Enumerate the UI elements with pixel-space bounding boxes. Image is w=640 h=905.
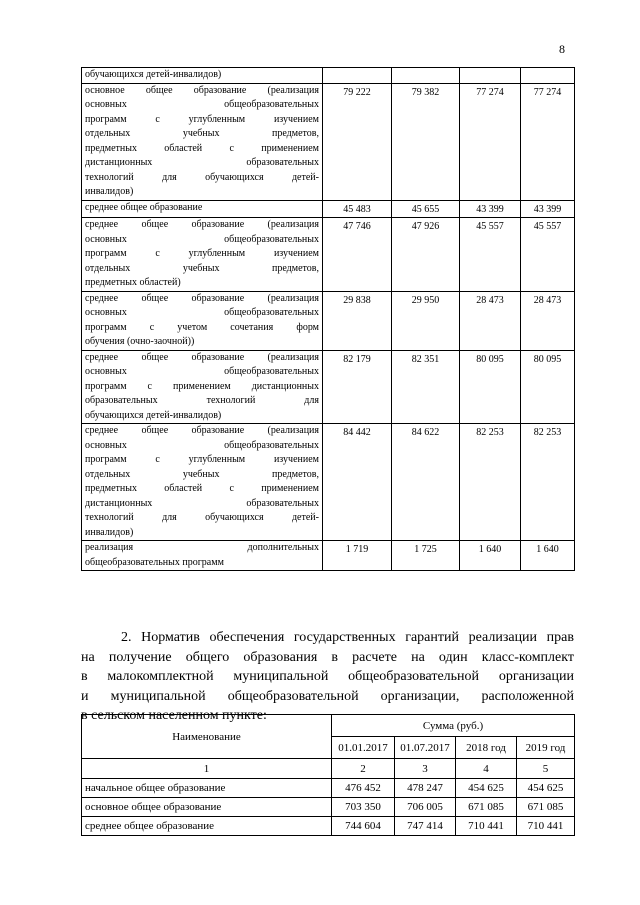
- row-name-cell: [82, 541, 323, 571]
- row-name-line: предметных областей с применением: [85, 483, 319, 494]
- value-cell: 454 625: [517, 779, 575, 798]
- value-cell: 43 399: [460, 200, 521, 218]
- column-number-cell: 4: [456, 759, 517, 779]
- row-name-cell: [82, 291, 323, 350]
- value-cell: 77 274: [521, 83, 575, 200]
- value-cell: 454 625: [456, 779, 517, 798]
- value-cell: 45 655: [392, 200, 460, 218]
- header-sum-cell: Сумма (руб.): [332, 715, 575, 737]
- table-row: [82, 817, 575, 836]
- value-cell: 47 926: [392, 218, 460, 292]
- row-name-line: дистанционных образовательных: [85, 497, 319, 509]
- row-name-line: программ с применением дистанционных: [85, 380, 319, 392]
- value-cell: 671 085: [517, 798, 575, 817]
- row-name-line: отдельных учебных предметов,: [85, 128, 319, 139]
- table-row: [82, 798, 575, 817]
- value-cell: 1 640: [460, 541, 521, 571]
- row-name-cell: начальное общее образование: [82, 779, 332, 798]
- row-name-line: обучающихся детей-инвалидов): [85, 409, 222, 421]
- column-number-cell: 2: [332, 759, 395, 779]
- table-row: [82, 218, 575, 292]
- value-cell: 1 725: [392, 541, 460, 571]
- row-name-cell: [82, 200, 323, 218]
- row-name-line: программ с учетом сочетания форм: [85, 321, 319, 333]
- table-row: [82, 200, 575, 218]
- row-name-line: программ с углубленным изучением: [85, 248, 319, 259]
- row-name-line: отдельных учебных предметов,: [85, 262, 319, 274]
- row-name-cell: [82, 68, 323, 84]
- row-name-line: основных общеобразовательных: [85, 233, 319, 245]
- row-name-line: обучения (очно-заочной)): [85, 336, 195, 347]
- value-cell: 79 382: [392, 83, 460, 200]
- row-name-line: среднее общее образование: [85, 201, 203, 213]
- value-cell: 710 441: [517, 817, 575, 836]
- row-name-line: программ с углубленным изучением: [85, 454, 319, 465]
- row-name-line: основных общеобразовательных: [85, 439, 319, 451]
- table-row: [82, 779, 575, 798]
- value-cell: 77 274: [460, 83, 521, 200]
- value-cell: 703 350: [332, 798, 395, 817]
- row-name-cell: [82, 83, 323, 200]
- column-number-cell: 3: [395, 759, 456, 779]
- value-cell: 476 452: [332, 779, 395, 798]
- value-cell: [323, 68, 392, 84]
- row-name-line: среднее общее образование (реализация: [85, 292, 319, 304]
- value-cell: 671 085: [456, 798, 517, 817]
- value-cell: [460, 68, 521, 84]
- row-name-line: реализация дополнительных: [85, 542, 319, 553]
- table-row: [82, 350, 575, 424]
- paragraph-line: на получение общего образования в расчете на один класс-комплект: [81, 649, 574, 665]
- paragraph-line: в малокомплектной муниципальной общеобразовательной организации: [81, 669, 574, 684]
- row-name-line: среднее общее образование (реализация: [85, 219, 319, 230]
- row-name-line: инвалидов): [85, 186, 134, 197]
- row-name-cell: основное общее образование: [82, 798, 332, 817]
- header-name-cell: Наименование: [82, 715, 332, 759]
- paragraph-line: в сельском населенном пункте:: [81, 708, 267, 723]
- normative-table-continued: [81, 67, 575, 571]
- table-row: [82, 291, 575, 350]
- value-cell: 80 095: [460, 350, 521, 424]
- value-cell: 710 441: [456, 817, 517, 836]
- value-cell: 79 222: [323, 83, 392, 200]
- class-complex-normative-table: [81, 714, 575, 836]
- value-cell: 28 473: [521, 291, 575, 350]
- value-cell: 82 351: [392, 350, 460, 424]
- row-name-cell: [82, 424, 323, 541]
- row-name-line: общеобразовательных программ: [85, 556, 224, 568]
- table-row: [82, 83, 575, 200]
- period-cell: 01.01.2017: [332, 737, 395, 759]
- value-cell: 82 253: [521, 424, 575, 541]
- row-name-line: образовательных технологий для: [85, 395, 319, 406]
- row-name-cell: [82, 350, 323, 424]
- row-name-line: основных общеобразовательных: [85, 307, 319, 318]
- paragraph-line: 2. Норматив обеспечения государственных гарантий реализации прав: [121, 630, 574, 645]
- page-number: 8: [559, 42, 565, 56]
- paragraph-item-2: [81, 628, 574, 726]
- value-cell: 1 640: [521, 541, 575, 571]
- period-cell: 01.07.2017: [395, 737, 456, 759]
- value-cell: 478 247: [395, 779, 456, 798]
- row-name-cell: [82, 218, 323, 292]
- row-name-line: основных общеобразовательных: [85, 366, 319, 377]
- value-cell: 29 950: [392, 291, 460, 350]
- row-name-line: дистанционных образовательных: [85, 157, 319, 168]
- value-cell: 47 746: [323, 218, 392, 292]
- row-name-line: среднее общее образование (реализация: [85, 351, 319, 363]
- row-name-line: предметных областей): [85, 277, 181, 288]
- value-cell: 84 442: [323, 424, 392, 541]
- value-cell: 706 005: [395, 798, 456, 817]
- value-cell: [521, 68, 575, 84]
- row-name-line: отдельных учебных предметов,: [85, 468, 319, 480]
- value-cell: 43 399: [521, 200, 575, 218]
- row-name-line: технологий для обучающихся детей-: [85, 171, 319, 183]
- row-name-cell: среднее общее образование: [82, 817, 332, 836]
- value-cell: 82 179: [323, 350, 392, 424]
- value-cell: 28 473: [460, 291, 521, 350]
- value-cell: 45 483: [323, 200, 392, 218]
- value-cell: 29 838: [323, 291, 392, 350]
- value-cell: 84 622: [392, 424, 460, 541]
- row-name-line: основных общеобразовательных: [85, 99, 319, 110]
- value-cell: [392, 68, 460, 84]
- value-cell: 80 095: [521, 350, 575, 424]
- table-row: [82, 68, 575, 84]
- paragraph-line: и муниципальной общеобразовательной организации, расположенной: [81, 688, 574, 704]
- value-cell: 45 557: [460, 218, 521, 292]
- column-number-cell: 5: [517, 759, 575, 779]
- row-name-line: среднее общее образование (реализация: [85, 425, 319, 436]
- value-cell: 747 414: [395, 817, 456, 836]
- row-name-line: инвалидов): [85, 526, 134, 538]
- table-row: [82, 424, 575, 541]
- row-name-line: обучающихся детей-инвалидов): [85, 69, 222, 80]
- row-name-line: технологий для обучающихся детей-: [85, 512, 319, 523]
- value-cell: 1 719: [323, 541, 392, 571]
- value-cell: 82 253: [460, 424, 521, 541]
- row-name-line: программ с углубленным изучением: [85, 113, 319, 125]
- value-cell: 45 557: [521, 218, 575, 292]
- value-cell: 744 604: [332, 817, 395, 836]
- row-name-line: предметных областей с применением: [85, 142, 319, 154]
- period-cell: 2019 год: [517, 737, 575, 759]
- table-row: [82, 541, 575, 571]
- row-name-line: основное общее образование (реализация: [85, 84, 319, 96]
- column-number-cell: 1: [82, 759, 332, 779]
- period-cell: 2018 год: [456, 737, 517, 759]
